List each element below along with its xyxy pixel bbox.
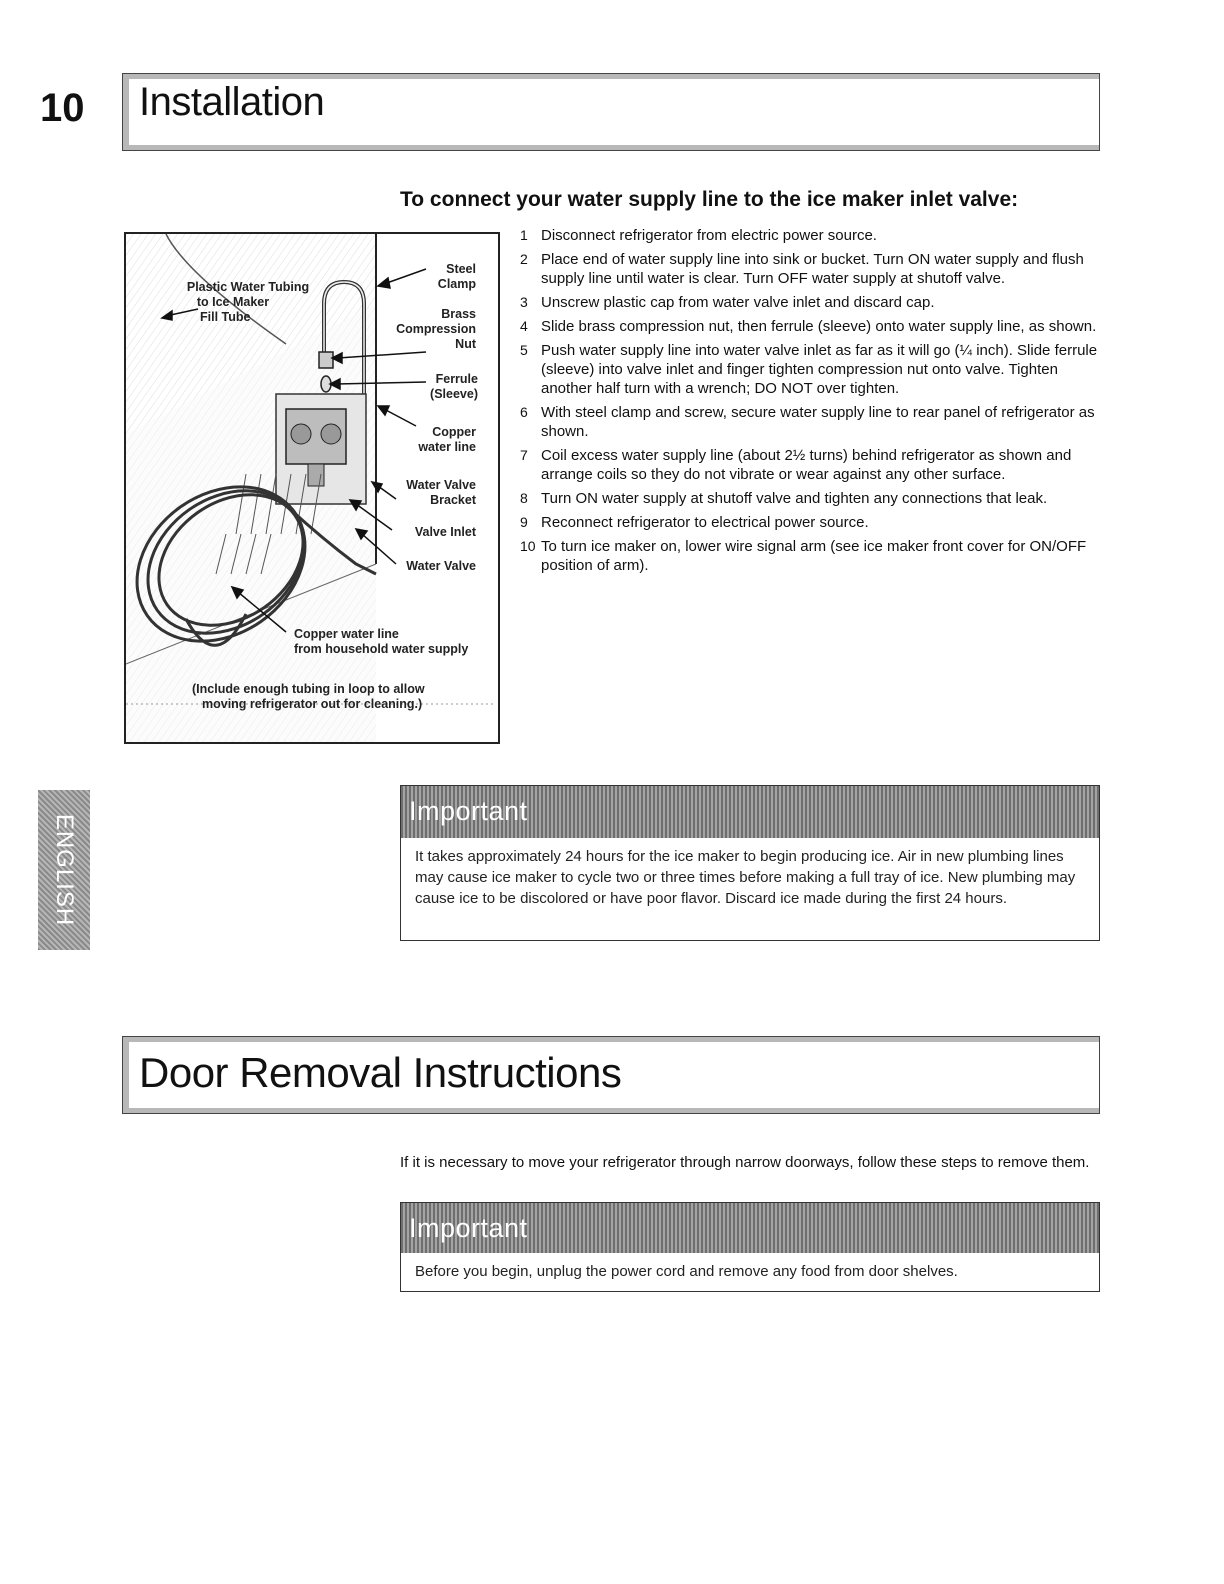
label-steel: Steel [446, 262, 476, 276]
door-removal-intro: If it is necessary to move your refrigerator through narrow doorways, follow these steps to remove them. [400, 1154, 1090, 1171]
step-item [520, 446, 1100, 484]
important-box-icemaker [400, 785, 1100, 941]
label-water-line: water line [418, 440, 476, 454]
language-tab [38, 790, 90, 950]
step-item [520, 489, 1100, 508]
step-text: Unscrew plastic cap from water valve inlet and discard cap. [541, 294, 935, 311]
step-number: 7 [520, 447, 528, 463]
important-heading: Important [409, 796, 528, 826]
label-brass: Brass [441, 307, 476, 321]
step-text: To turn ice maker on, lower wire signal arm (see ice maker front cover for ON/OFF position of arm). [541, 538, 1087, 574]
step-text: Slide brass compression nut, then ferrule (sleeve) onto water supply line, as shown. [541, 318, 1097, 335]
installation-header [122, 73, 1100, 151]
installation-steps [520, 226, 1100, 580]
label-from-household: from household water supply [294, 642, 469, 656]
step-text: Push water supply line into water valve inlet as far as it will go (¼ inch). Slide ferrule (sleeve) into valve inlet and finger tighten compression nut onto valve. Tighten another half turn with a wrench; DO NOT over tighten. [541, 342, 1098, 397]
step-item [520, 403, 1100, 441]
step-number: 8 [520, 490, 528, 506]
step-text: With steel clamp and screw, secure water supply line to rear panel of refrigerator as shown. [541, 404, 1095, 440]
step-text: Disconnect refrigerator from electric power source. [541, 227, 877, 244]
important-text: It takes approximately 24 hours for the ice maker to begin producing ice. Air in new plumbing lines may cause ice maker to cycle two or three times before making a full tray of ice. New plumbing may cause ice to be discolored or have poor flavor. Discard ice made during the first 24 hours. [415, 848, 1076, 907]
step-number: 2 [520, 251, 528, 267]
step-number: 1 [520, 227, 528, 243]
section-title: Installation [139, 80, 325, 124]
step-text: Reconnect refrigerator to electrical power source. [541, 514, 869, 531]
label-valve-inlet: Valve Inlet [414, 525, 476, 539]
label-include-tubing: (Include enough tubing in loop to allow [192, 682, 425, 696]
label-clamp: Clamp [437, 277, 476, 291]
label-copper: Copper [432, 425, 476, 439]
important-box-door [400, 1202, 1100, 1292]
step-item [520, 317, 1100, 336]
label-bracket: Bracket [430, 493, 476, 507]
step-number: 5 [520, 342, 528, 358]
page-number: 10 [40, 86, 85, 130]
label-moving-fridge: moving refrigerator out for cleaning.) [202, 697, 423, 711]
step-text: Turn ON water supply at shutoff valve and tighten any connections that leak. [541, 490, 1048, 507]
step-item [520, 537, 1100, 575]
step-number: 10 [520, 538, 536, 554]
label-plastic-tubing: Plastic Water Tubing [186, 280, 310, 294]
step-item [520, 226, 1100, 245]
label-compression: Compression [396, 322, 476, 336]
step-item [520, 341, 1100, 398]
important-heading: Important [409, 1213, 528, 1243]
step-text: Place end of water supply line into sink or bucket. Turn ON water supply and flush supply line until water is clear. Turn OFF water supply at shutoff valve. [541, 251, 1084, 287]
step-item [520, 293, 1100, 312]
label-nut: Nut [455, 337, 476, 351]
important-heading-bar [401, 1203, 1099, 1253]
important-text: Before you begin, unplug the power cord and remove any food from door shelves. [415, 1263, 958, 1280]
label-copper-line: Copper water line [294, 627, 399, 641]
step-number: 6 [520, 404, 528, 420]
step-number: 4 [520, 318, 528, 334]
section-title: Door Removal Instructions [139, 1049, 622, 1096]
water-line-diagram [124, 232, 500, 744]
step-text: Coil excess water supply line (about 2½ turns) behind refrigerator as shown and arrange coils so they do not vibrate or wear against any other surface. [541, 447, 1072, 483]
label-sleeve: (Sleeve) [430, 387, 478, 401]
step-number: 3 [520, 294, 528, 310]
language-tab-label: ENGLISH [51, 813, 78, 927]
label-fill-tube: Fill Tube [200, 310, 251, 324]
step-item [520, 513, 1100, 532]
label-ferrule: Ferrule [435, 372, 478, 386]
important-heading-bar [401, 786, 1099, 838]
step-number: 9 [520, 514, 528, 530]
label-water-valve-bracket: Water Valve [406, 478, 476, 492]
label-water-valve: Water Valve [406, 559, 476, 573]
subheading: To connect your water supply line to the ice maker inlet valve: [400, 188, 1019, 211]
label-to-ice-maker: to Ice Maker [196, 295, 270, 309]
step-item [520, 250, 1100, 288]
door-removal-header [122, 1036, 1100, 1114]
